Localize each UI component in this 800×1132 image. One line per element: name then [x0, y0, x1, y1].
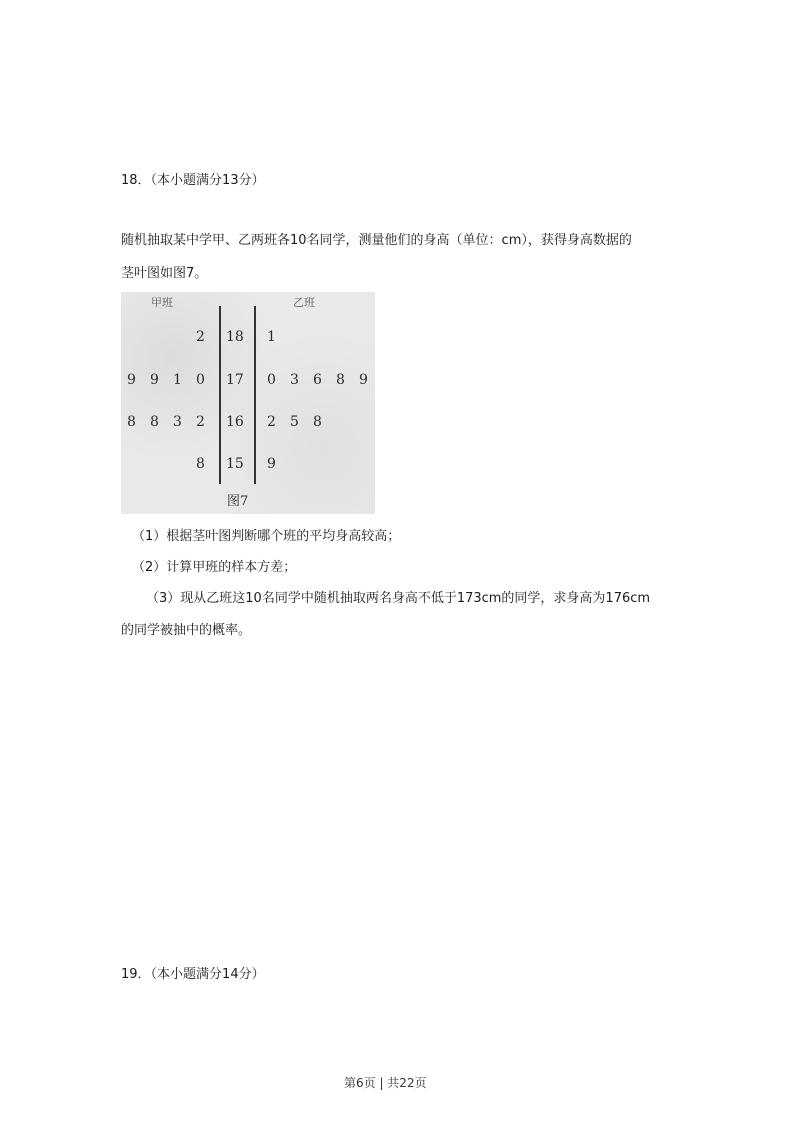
leaf-left: 0: [196, 372, 205, 388]
leaf-left: 3: [173, 414, 182, 430]
leaf-right: 3: [290, 372, 299, 388]
figure-caption: 图7: [227, 494, 249, 509]
stem-left-divider: [219, 306, 221, 484]
stem-value: 16: [226, 414, 244, 430]
leaf-left: 9: [150, 372, 159, 388]
stem-value: 17: [226, 372, 244, 388]
left-class-label: 甲班: [151, 296, 173, 309]
leaf-right: 5: [290, 414, 299, 430]
leaf-left: 2: [196, 414, 205, 430]
q18-part1: （1）根据茎叶图判断哪个班的平均身高较高；: [132, 529, 401, 544]
q18-part3-line1: （3）现从乙班这10名同学中随机抽取两名身高不低于173cm的同学，求身高为176cm: [146, 591, 651, 606]
leaf-right: 9: [267, 456, 276, 472]
q18-intro-line2: 茎叶图如图7。: [121, 266, 208, 281]
q18-intro-line1: 随机抽取某中学甲、乙两班各10名同学，测量他们的身高（单位：cm），获得身高数据的: [121, 233, 632, 248]
leaf-right: 9: [359, 372, 368, 388]
leaf-left: 9: [127, 372, 136, 388]
leaf-left: 8: [150, 414, 159, 430]
leaf-left: 1: [173, 372, 182, 388]
stem-value: 15: [226, 456, 244, 472]
leaf-left: 8: [127, 414, 136, 430]
leaf-right: 2: [267, 414, 276, 430]
leaf-right: 8: [336, 372, 345, 388]
q18-heading: 18．（本小题满分13分）: [121, 173, 265, 188]
leaf-left: 2: [196, 329, 205, 345]
stem-value: 18: [226, 329, 244, 345]
page-footer: 第6页 | 共22页: [344, 1076, 427, 1090]
leaf-right: 6: [313, 372, 322, 388]
right-class-label: 乙班: [293, 296, 315, 309]
leaf-right: 8: [313, 414, 322, 430]
q19-heading: 19．（本小题满分14分）: [121, 967, 265, 982]
leaf-left: 8: [196, 456, 205, 472]
stem-right-divider: [254, 306, 256, 484]
stem-leaf-figure: [121, 292, 375, 514]
leaf-right: 0: [267, 372, 276, 388]
q18-part3-line2: 的同学被抽中的概率。: [121, 623, 252, 638]
q18-part2: （2）计算甲班的样本方差；: [132, 560, 297, 575]
leaf-right: 1: [267, 329, 276, 345]
